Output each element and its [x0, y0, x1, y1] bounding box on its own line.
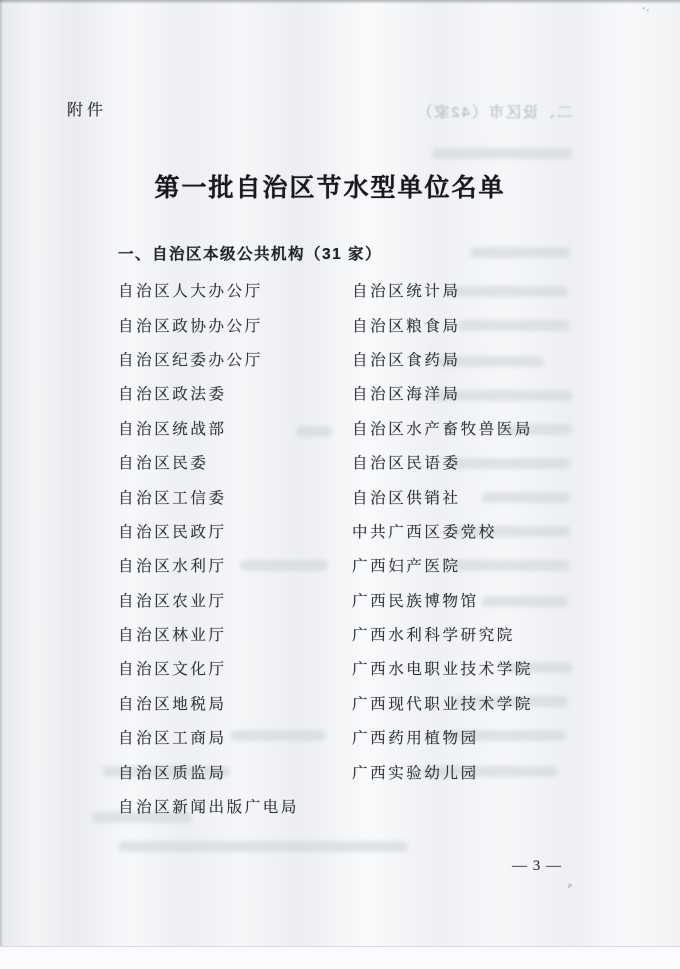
list-row	[118, 651, 588, 685]
unit-name: 自治区海洋局	[352, 386, 461, 404]
unit-name: 广西民族博物馆	[352, 592, 479, 610]
document-title: 第一批自治区节水型单位名单	[154, 174, 506, 202]
unit-list	[118, 273, 588, 823]
scan-smudge-mark: ₚ	[568, 879, 572, 890]
unit-name: 自治区纪委办公厅	[118, 351, 263, 369]
list-row	[118, 273, 588, 307]
scan-left-edge-shadow	[0, 0, 3, 969]
list-row	[118, 342, 588, 376]
unit-name: 自治区新闻出版广电局	[118, 799, 300, 817]
unit-name: 广西药用植物园	[352, 730, 479, 748]
bleedthrough-artifact	[118, 841, 408, 852]
list-row	[118, 583, 588, 617]
list-row	[118, 754, 588, 788]
list-row	[118, 307, 588, 341]
unit-name: 广西水利科学研究院	[352, 627, 515, 645]
bleedthrough-artifact	[470, 247, 570, 258]
bleedthrough-artifact	[432, 148, 572, 159]
unit-name: 自治区文化厅	[118, 661, 227, 679]
unit-name: 自治区政法委	[118, 386, 227, 404]
section-heading: 一、自治区本级公共机构（31 家）	[118, 246, 383, 263]
list-row	[118, 720, 588, 754]
unit-name: 广西实验幼儿园	[352, 764, 479, 782]
unit-name: 广西水电职业技术学院	[352, 661, 534, 679]
scan-smudge-mark: ﾞ'	[642, 8, 649, 19]
unit-name: 自治区林业厅	[118, 627, 227, 645]
unit-name: 自治区民语委	[352, 455, 461, 473]
unit-name: 自治区农业厅	[118, 592, 227, 610]
list-row	[118, 479, 588, 513]
unit-name: 自治区人大办公厅	[118, 283, 263, 301]
unit-name: 中共广西区委党校	[352, 523, 497, 541]
unit-name: 自治区政协办公厅	[118, 317, 263, 335]
unit-name: 自治区水利厅	[118, 558, 227, 576]
unit-name: 自治区工信委	[118, 489, 227, 507]
unit-name: 自治区统计局	[352, 283, 461, 301]
unit-name: 自治区民政厅	[118, 523, 227, 541]
unit-name: 自治区粮食局	[352, 317, 461, 335]
list-row	[118, 411, 588, 445]
bleedthrough-heading: 二、设区市（42家）	[415, 104, 572, 121]
list-row	[118, 686, 588, 720]
unit-name: 广西妇产医院	[352, 558, 461, 576]
unit-name: 自治区供销社	[352, 489, 461, 507]
unit-name: 自治区食药局	[352, 351, 461, 369]
list-row	[118, 514, 588, 548]
list-row	[118, 548, 588, 582]
list-row	[118, 376, 588, 410]
unit-name: 广西现代职业技术学院	[352, 695, 534, 713]
list-row	[118, 617, 588, 651]
unit-name: 自治区地税局	[118, 695, 227, 713]
unit-name: 自治区民委	[118, 455, 209, 473]
list-row	[118, 445, 588, 479]
unit-name: 自治区质监局	[118, 764, 227, 782]
unit-name: 自治区水产畜牧兽医局	[352, 420, 534, 438]
page-number: — 3 —	[512, 858, 562, 874]
scan-bottom-edge	[0, 946, 680, 969]
unit-name: 自治区工商局	[118, 730, 227, 748]
unit-name: 自治区统战部	[118, 420, 227, 438]
attachment-label: 附件	[67, 102, 108, 119]
list-row	[118, 789, 588, 823]
